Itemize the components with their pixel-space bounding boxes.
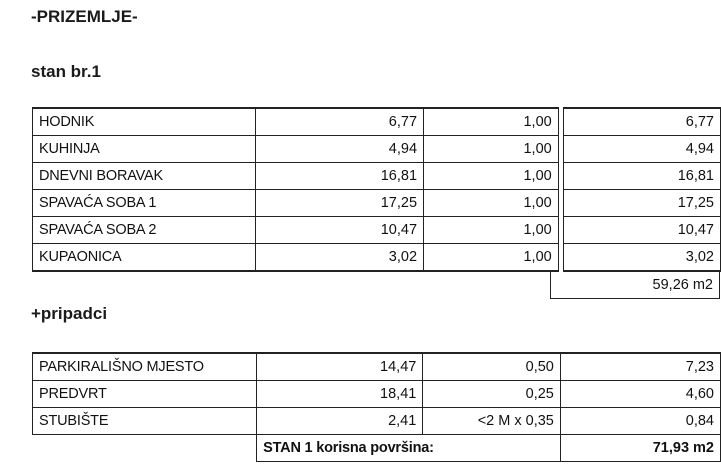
extra-factor: 0,50: [423, 353, 561, 381]
room-result: 3,02: [564, 244, 721, 272]
room-result: 17,25: [564, 190, 721, 217]
table-row: [33, 244, 721, 272]
table-row: [33, 136, 721, 163]
room-area: 3,02: [256, 244, 424, 272]
room-factor: 1,00: [424, 190, 559, 217]
room-factor: 1,00: [424, 217, 559, 244]
room-name: KUPAONICA: [33, 244, 256, 272]
room-area: 16,81: [256, 163, 424, 190]
extra-name: PARKIRALIŠNO MJESTO: [33, 353, 257, 381]
room-name: SPAVAĆA SOBA 1: [33, 190, 256, 217]
total-value: 71,93 m2: [560, 435, 720, 462]
room-area: 10,47: [256, 217, 424, 244]
rooms-subtotal: 59,26 m2: [550, 272, 720, 299]
room-area: 6,77: [256, 108, 424, 136]
extra-area: 18,41: [257, 381, 423, 408]
room-area: 4,94: [256, 136, 424, 163]
extras-table: [32, 352, 721, 462]
room-factor: 1,00: [424, 108, 559, 136]
extra-result: 4,60: [560, 381, 720, 408]
room-factor: 1,00: [424, 163, 559, 190]
table-row: [33, 108, 721, 136]
room-result: 6,77: [564, 108, 721, 136]
section-title: -PRIZEMLJE-: [31, 7, 138, 26]
table-row: [33, 408, 721, 435]
total-label: STAN 1 korisna površina:: [257, 435, 561, 462]
extra-area: 14,47: [257, 353, 423, 381]
extra-factor: 0,25: [423, 381, 561, 408]
extra-result: 0,84: [560, 408, 720, 435]
room-area: 17,25: [256, 190, 424, 217]
extra-name: STUBIŠTE: [33, 408, 257, 435]
table-row: [33, 163, 721, 190]
extra-result: 7,23: [560, 353, 720, 381]
extras-title: +pripadci: [31, 304, 108, 323]
room-name: KUHINJA: [33, 136, 256, 163]
extra-factor: <2 M x 0,35: [423, 408, 561, 435]
blank-cell: [33, 435, 257, 462]
table-row: [33, 217, 721, 244]
room-result: 4,94: [564, 136, 721, 163]
unit-title: stan br.1: [31, 62, 101, 81]
table-row: [33, 381, 721, 408]
room-factor: 1,00: [424, 244, 559, 272]
room-result: 16,81: [564, 163, 721, 190]
table-row: [33, 353, 721, 381]
extra-area: 2,41: [257, 408, 423, 435]
room-name: SPAVAĆA SOBA 2: [33, 217, 256, 244]
room-name: HODNIK: [33, 108, 256, 136]
extra-name: PREDVRT: [33, 381, 257, 408]
table-row: [33, 190, 721, 217]
room-factor: 1,00: [424, 136, 559, 163]
total-row: [33, 435, 721, 462]
rooms-table: [32, 107, 721, 272]
room-name: DNEVNI BORAVAK: [33, 163, 256, 190]
room-result: 10,47: [564, 217, 721, 244]
